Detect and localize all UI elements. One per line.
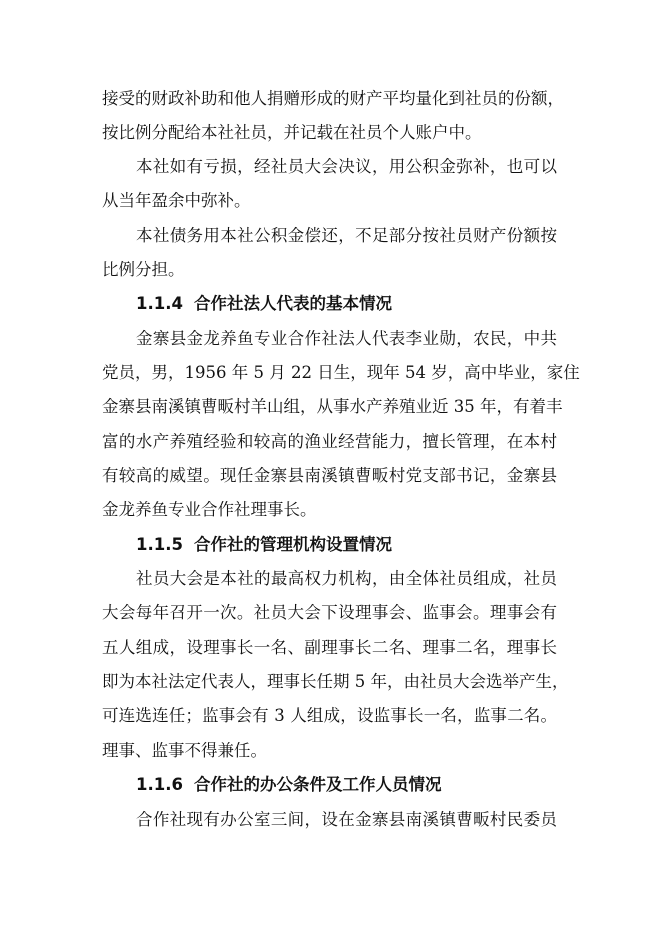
paragraph-2-line-2: 从当年盈余中弥补。: [102, 191, 251, 210]
section-1-1-4-line-6: 金龙养鱼专业合作社理事长。: [102, 500, 317, 519]
section-1-1-5-line-4: 即为本社法定代表人，理事长任期 5 年，由社员大会选举产生，: [102, 672, 569, 691]
section-1-1-4-line-4: 富的水产养殖经验和较高的渔业经营能力，擅长管理，在本村: [102, 432, 557, 451]
paragraph-3-line-1: 本社债务用本社公积金偿还，不足部分按社员财产份额按: [136, 226, 557, 245]
section-heading-1-1-4: [136, 293, 392, 315]
section-1-1-5-line-6: 理事、监事不得兼任。: [102, 741, 267, 760]
section-number: 1.1.5: [136, 535, 183, 554]
section-1-1-5-line-5: 可连选连任；监事会有 3 人组成，设监事长一名，监事二名。: [102, 706, 557, 725]
section-1-1-5-line-2: 大会每年召开一次。社员大会下设理事会、监事会。理事会有: [102, 603, 557, 622]
section-1-1-4-line-5: 有较高的威望。现任金寨县南溪镇曹畈村党支部书记，金寨县: [102, 466, 557, 485]
section-1-1-4-line-3: 金寨县南溪镇曹畈村羊山组，从事水产养殖业近 35 年，有着丰: [102, 397, 563, 416]
section-heading-1-1-6: [136, 774, 442, 796]
section-number: 1.1.4: [136, 294, 183, 313]
section-1-1-5-line-1: 社员大会是本社的最高权力机构，由全体社员组成，社员: [136, 569, 557, 588]
paragraph-2-line-1: 本社如有亏损，经社员大会决议，用公积金弥补，也可以: [136, 157, 557, 176]
section-1-1-4-line-1: 金寨县金龙养鱼专业合作社法人代表李业勋，农民，中共: [136, 329, 557, 348]
section-heading-1-1-5: [136, 534, 392, 556]
section-title: 合作社的办公条件及工作人员情况: [194, 775, 442, 794]
paragraph-1-line-1: 接受的财政补助和他人捐赠形成的财产平均量化到社员的份额，: [102, 89, 564, 108]
section-number: 1.1.6: [136, 775, 183, 794]
section-title: 合作社的管理机构设置情况: [194, 535, 392, 554]
paragraph-3-line-2: 比例分担。: [102, 260, 185, 279]
section-1-1-4-line-2: 党员，男，1956 年 5 月 22 日生，现年 54 岁，高中毕业，家住: [102, 363, 580, 382]
paragraph-1-line-2: 按比例分配给本社社员，并记载在社员个人账户中。: [102, 123, 482, 142]
section-title: 合作社法人代表的基本情况: [194, 294, 392, 313]
section-1-1-6-line-1: 合作社现有办公室三间，设在金寨县南溪镇曹畈村民委员: [136, 810, 557, 829]
section-1-1-5-line-3: 五人组成，设理事长一名、副理事长二名、理事二名，理事长: [102, 638, 557, 657]
